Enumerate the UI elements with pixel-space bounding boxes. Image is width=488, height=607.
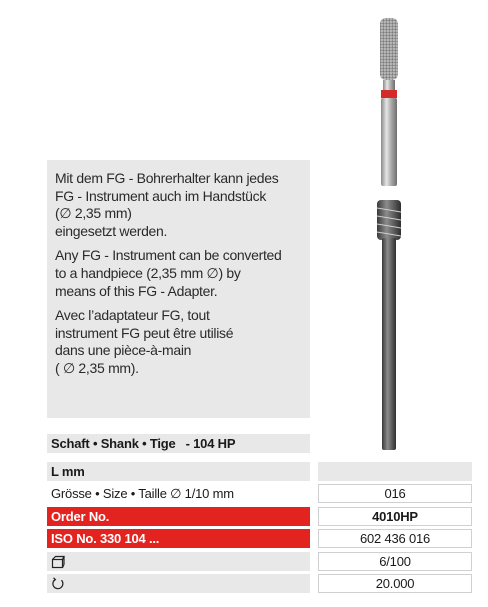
package-icon bbox=[51, 555, 65, 569]
bur-shank bbox=[381, 98, 397, 186]
description-english: Any FG - Instrument can be converted to a handpiece (2,35 mm ∅) by means of this FG - Adapter. bbox=[55, 247, 282, 299]
length-label: L mm bbox=[51, 464, 85, 479]
order-value-cell bbox=[318, 507, 472, 526]
speed-value: 20.000 bbox=[375, 576, 415, 591]
description-french: Avec l’adaptateur FG, tout instrument FG peut être utilisé dans une pièce-à-main ( ∅ 2,35 mm). bbox=[55, 307, 234, 376]
adapter-shaft bbox=[382, 238, 396, 450]
bur-diamond-head bbox=[380, 18, 398, 80]
order-row bbox=[47, 507, 310, 526]
description-german: Mit dem FG - Bohrerhalter kann jedes FG - Instrument auch im Handstück (∅ 2,35 mm) eingesetzt werden. bbox=[55, 170, 279, 239]
bur-red-ring bbox=[381, 90, 397, 98]
iso-label: ISO No. 330 104 ... bbox=[51, 531, 160, 546]
order-label: Order No. bbox=[51, 509, 110, 524]
size-value-cell bbox=[318, 484, 472, 503]
adapter-collet bbox=[377, 200, 401, 240]
iso-value-cell bbox=[318, 529, 472, 548]
pack-value: 6/100 bbox=[379, 554, 411, 569]
bur-adapter-illustration bbox=[360, 0, 430, 455]
shank-row bbox=[47, 434, 310, 453]
size-label: Grösse • Size • Taille ∅ 1/10 mm bbox=[51, 485, 234, 501]
length-row bbox=[47, 462, 310, 481]
shank-label: Schaft • Shank • Tige bbox=[51, 436, 176, 451]
size-value: 016 bbox=[384, 486, 406, 501]
shank-value: - 104 HP bbox=[185, 436, 236, 451]
speed-row bbox=[47, 574, 310, 593]
length-value-cell bbox=[318, 462, 472, 481]
description-panel bbox=[47, 160, 310, 418]
iso-row bbox=[47, 529, 310, 548]
pack-value-cell bbox=[318, 552, 472, 571]
rotation-speed-icon bbox=[51, 577, 65, 591]
speed-value-cell bbox=[318, 574, 472, 593]
bur-neck bbox=[383, 80, 395, 90]
iso-value: 602 436 016 bbox=[359, 531, 431, 546]
size-row bbox=[47, 484, 310, 503]
pack-row bbox=[47, 552, 310, 571]
order-value: 4010HP bbox=[372, 509, 418, 524]
